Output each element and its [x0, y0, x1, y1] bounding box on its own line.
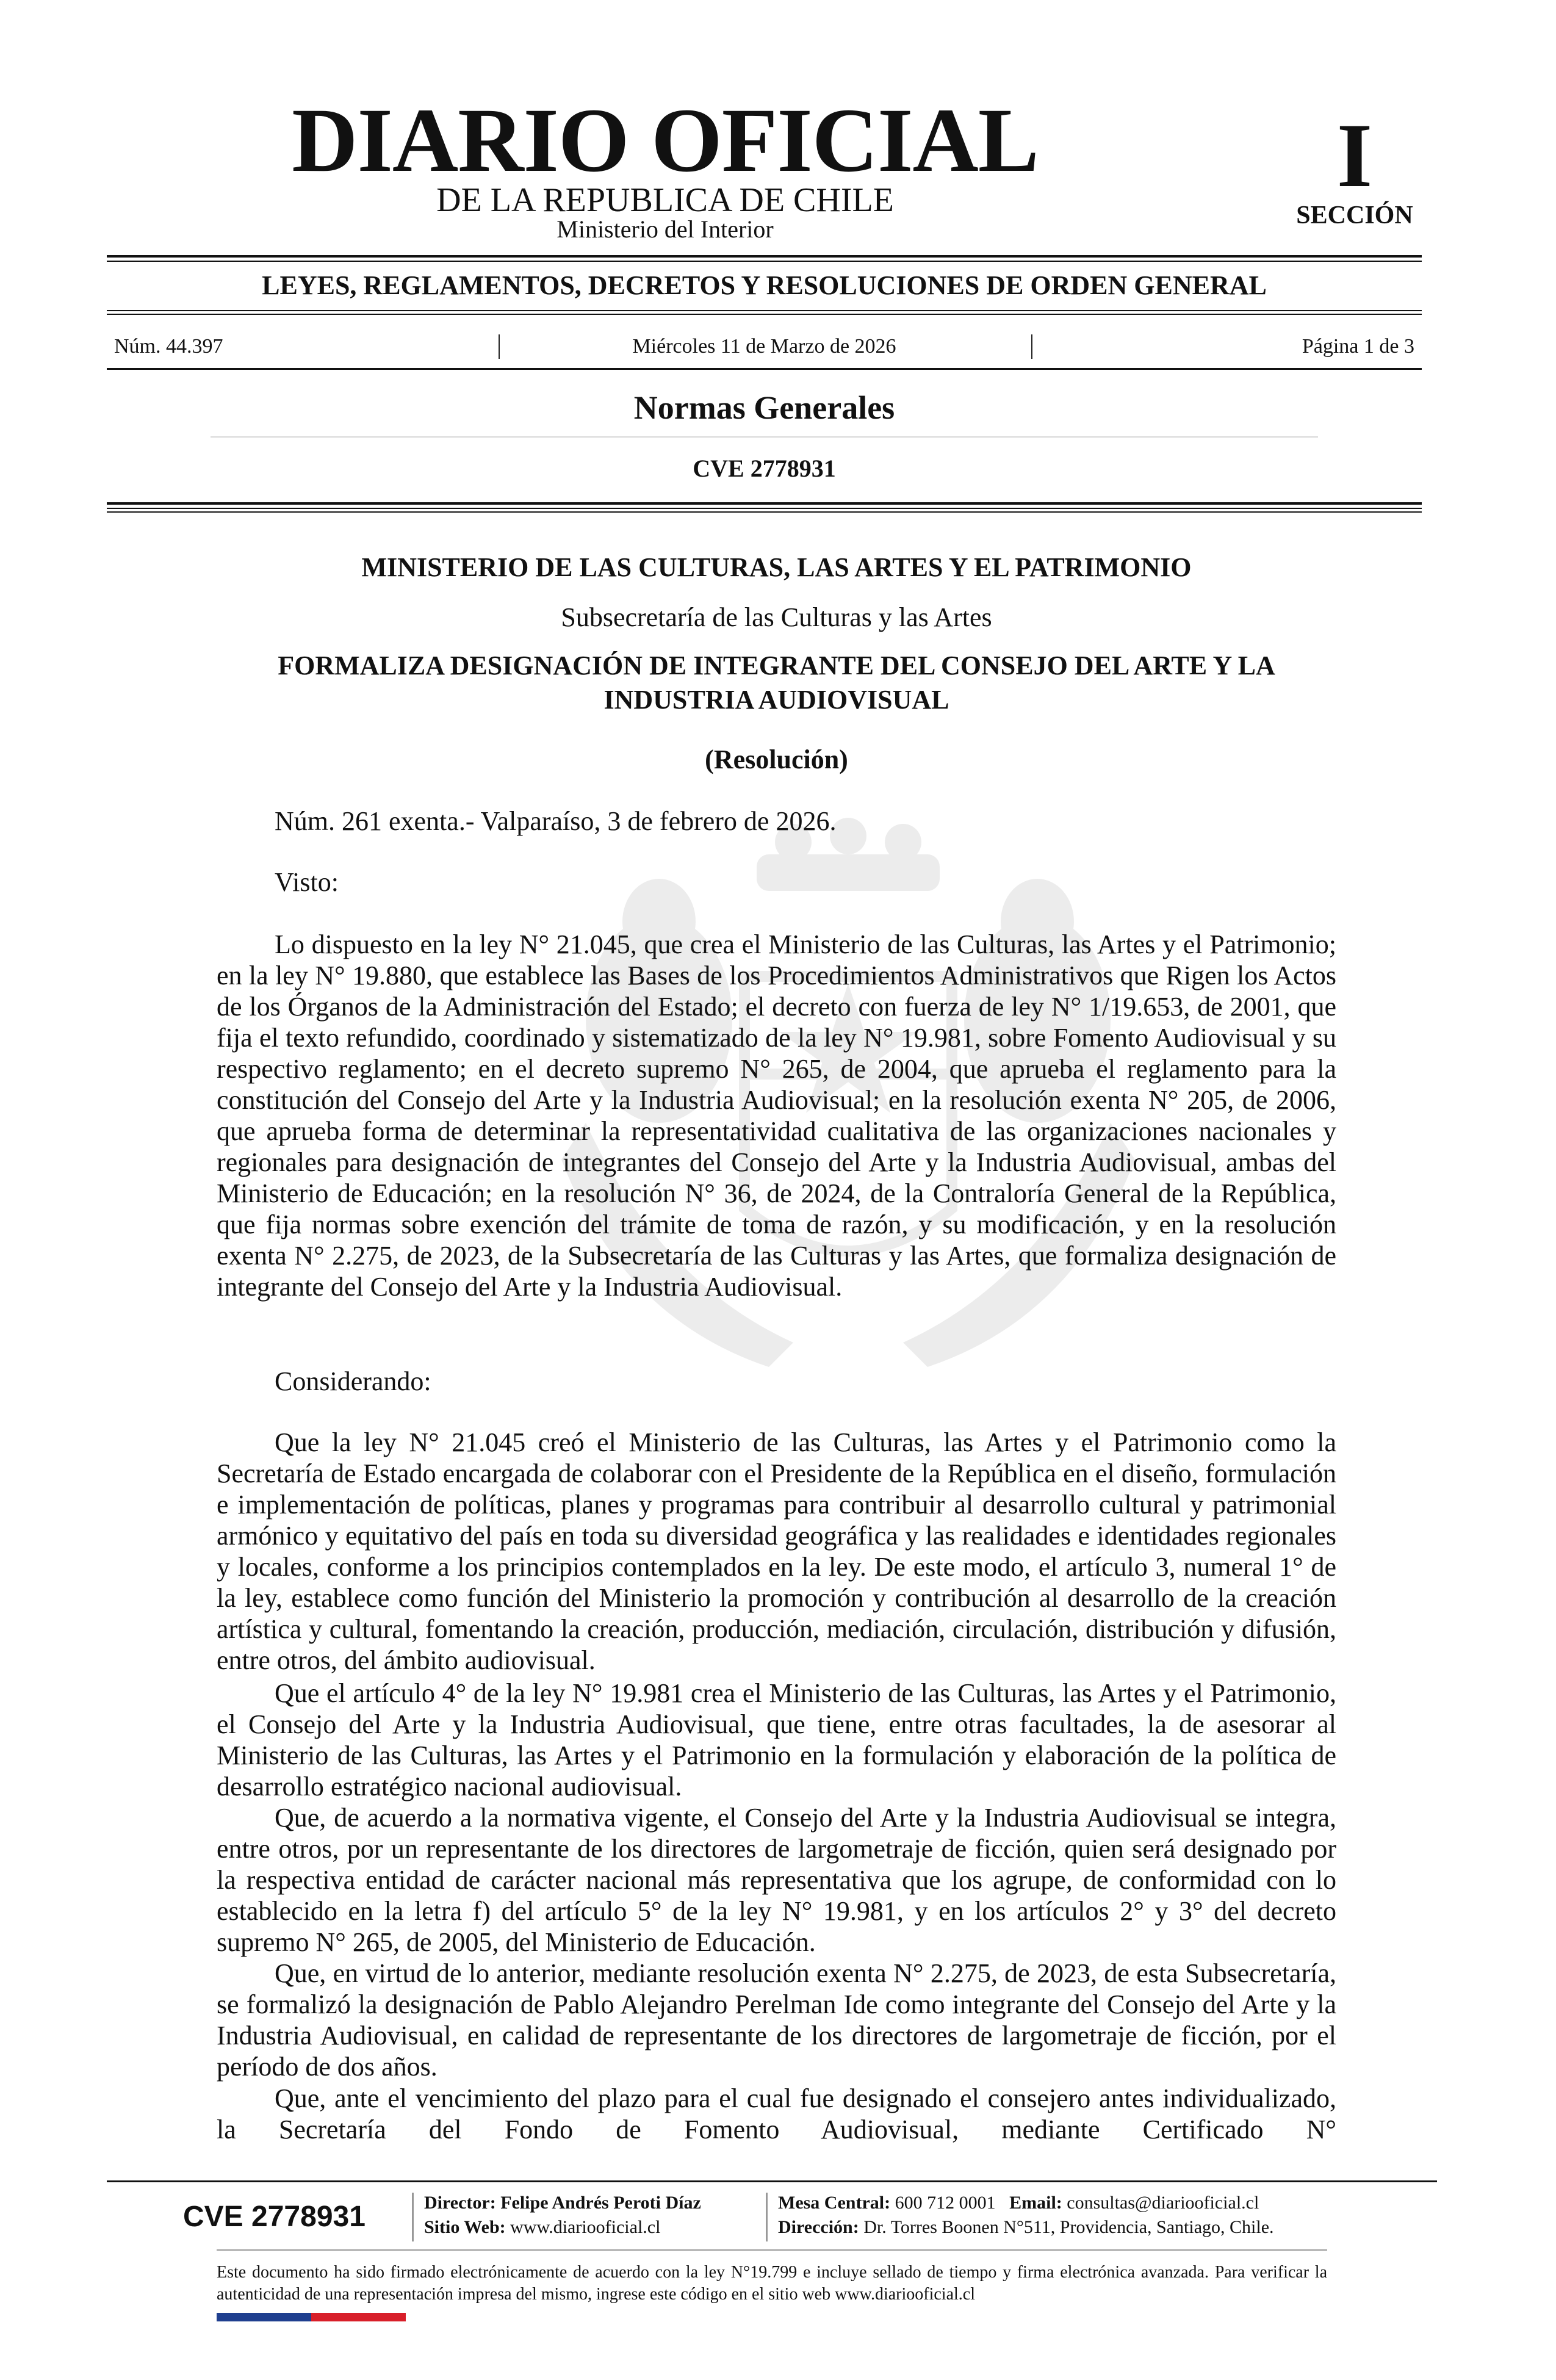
resolution-number: Núm. 261 exenta.- Valparaíso, 3 de febrero de 2026.: [275, 806, 837, 836]
newspaper-title: DIARIO OFICIAL: [292, 90, 1039, 191]
phone-number: 600 712 0001: [895, 2193, 996, 2213]
issue-bar: [107, 330, 1422, 364]
masthead-rule: [107, 255, 1422, 258]
subsecretaria: Subsecretaría de las Culturas y las Artes: [561, 602, 992, 632]
document-title-line: INDUSTRIA AUDIOVISUAL: [603, 685, 949, 715]
document-title: [217, 649, 1336, 717]
director-name: Felipe Andrés Peroti Díaz: [500, 2193, 701, 2213]
section-label: SECCIÓN: [1296, 201, 1413, 229]
considerando-paragraph: Que la ley N° 21.045 creó el Ministerio de las Culturas, las Artes y el Patrimonio como la Secretaría de Estado encargada de colaborar con el Presidente de la República en el diseño, formulación e implementación de políticas, planes y programas para contribuir al desarrollo cultural y patrimonial armónico y equitativo del país en toda su diversidad geográfica y las realidades e identidades regionales y locales, conforme a los principios contemplados en la ley. De este modo, el artículo 3, numeral 1° de la ley, establece como función del Ministerio la promoción y contribución al desarrollo de la creación artística y cultural, fomentando la creación, producción, mediación, circulación, distribución y difusión, entre otros, del ámbito audiovisual.: [217, 1427, 1336, 1675]
category-rule-top: [107, 310, 1422, 311]
considerando-paragraph: Que el artículo 4° de la ley N° 19.981 crea el Ministerio de las Culturas, las Artes y el Patrimonio, el Consejo del Arte y la Industria Audiovisual, que tiene, entre otras facultades, la de asesorar al Ministerio de las Culturas, las Artes y el Patrimonio en la formulación y elaboración de la política de desarrollo estratégico nacional audiovisual.: [217, 1678, 1336, 1801]
site-link[interactable]: www.diariooficial.cl: [510, 2217, 661, 2237]
masthead: [107, 92, 1422, 250]
issue-rule: [107, 368, 1422, 370]
visto-paragraph: Lo dispuesto en la ley N° 21.045, que crea el Ministerio de las Culturas, las Artes y el Patrimonio; en la ley N° 19.880, que establece las Bases de los Procedimientos Administrativos que Rigen los Actos de los Órganos de la Administración del Estado; el decreto con fuerza de ley N° 1/19.653, de 2001, que fija el texto refundido, coordinado y sistematizado de la ley N° 19.981, sobre Fomento Audiovisual y su respectivo reglamento; en el decreto supremo N° 265, de 2004, que aprueba el reglamento para la constitución del Consejo del Arte y la Industria Audiovisual; en la resolución exenta N° 205, de 2006, que aprueba forma de determinar la representatividad cualitativa de las organizaciones nacionales y regionales para designación de integrantes del Consejo del Arte y la Industria Audiovisual, ambas del Ministerio de Educación; en la resolución N° 36, de 2024, de la Contraloría General de la República, que fija normas sobre exención del trámite de toma de razón, y su modificación, y en la resolución exenta N° 2.275, de 2023, de la Subsecretaría de las Culturas y las Artes, que formaliza designación de integrante del Consejo del Arte y la Industria Audiovisual.: [217, 929, 1336, 1302]
flag-stripe-red: [311, 2313, 406, 2321]
address-label: Dirección:: [778, 2217, 859, 2237]
issuing-ministry: MINISTERIO DE LAS CULTURAS, LAS ARTES Y EL PATRIMONIO: [361, 552, 1192, 582]
issue-page: Página 1 de 3: [1302, 335, 1414, 358]
header-rule-thin: [107, 508, 1422, 509]
director-label: Director:: [424, 2193, 496, 2213]
considerando-paragraph: Que, de acuerdo a la normativa vigente, el Consejo del Arte y la Industria Audiovisual se integra, entre otros, por un representante de los directores de largometraje de ficción, quien será designado por la respectiva entidad de carácter nacional más representativa que los agrupe, de conformidad con lo establecido en la letra f) del artículo 5° de la ley N° 19.981, y en los artículos 2° y 3° del decreto supremo N° 265, de 2005, del Ministerio de Educación.: [217, 1803, 1336, 1957]
issue-number: Núm. 44.397: [114, 335, 223, 358]
category-rule-bottom: [107, 314, 1422, 315]
footer-rule: [107, 2180, 1437, 2182]
document-title-line: FORMALIZA DESIGNACIÓN DE INTEGRANTE DEL CONSEJO DEL ARTE Y LA: [278, 651, 1275, 680]
footer-note-rule: [217, 2249, 1327, 2251]
category-heading: LEYES, REGLAMENTOS, DECRETOS Y RESOLUCIONES DE ORDEN GENERAL: [262, 270, 1267, 300]
flag-stripe-blue: [217, 2313, 311, 2321]
cve-code-header: CVE 2778931: [693, 455, 836, 482]
footer-contact-block: [778, 2191, 1274, 2240]
issue-date: Miércoles 11 de Marzo de 2026: [632, 335, 896, 358]
section-divider: [211, 436, 1318, 438]
considerando-paragraph: Que, en virtud de lo anterior, mediante resolución exenta N° 2.275, de 2023, de esta Subsecretaría, se formalizó la designación de Pablo Alejandro Perelman Ide como integrante del Consejo del Arte y la Industria Audiovisual, en calidad de representante de los directores de largometraje de ficción, por el período de dos años.: [217, 1958, 1336, 2082]
section-number: I: [1336, 105, 1373, 206]
footer-signature-note: Este documento ha sido firmado electrónicamente de acuerdo con la ley N°19.799 e incluye sellado de tiempo y firma electrónica avanzada. Para verificar la autenticidad de una representación impresa del mismo, ingrese este código en el sitio web www.diariooficial.cl: [217, 2263, 1327, 2304]
footer-director-block: [424, 2191, 701, 2240]
address-text: Dr. Torres Boonen N°511, Providencia, Santiago, Chile.: [863, 2217, 1274, 2237]
footer-separator: [412, 2193, 414, 2241]
footer-cve-code: CVE 2778931: [183, 2201, 366, 2233]
considerando-heading: Considerando:: [275, 1366, 431, 1396]
newspaper-subtitle: DE LA REPUBLICA DE CHILE: [436, 181, 894, 219]
issue-separator: [1031, 334, 1032, 359]
email-label: Email:: [1009, 2193, 1062, 2213]
site-label: Sitio Web:: [424, 2217, 506, 2237]
header-rule-thin: [107, 511, 1422, 513]
footer-separator: [766, 2193, 768, 2241]
phone-label: Mesa Central:: [778, 2193, 891, 2213]
visto-heading: Visto:: [275, 867, 339, 897]
document-type: (Resolución): [705, 745, 848, 774]
header-rule-thick: [107, 502, 1422, 505]
section-title: Normas Generales: [633, 389, 895, 426]
email-link[interactable]: consultas@diariooficial.cl: [1067, 2193, 1259, 2213]
masthead-rule-thin: [107, 261, 1422, 262]
newspaper-ministry: Ministerio del Interior: [556, 215, 774, 243]
considerando-paragraph: Que, ante el vencimiento del plazo para el cual fue designado el consejero antes individualizado, la Secretaría del Fondo de Fomento Audiovisual, mediante Certificado N°: [217, 2083, 1336, 2144]
